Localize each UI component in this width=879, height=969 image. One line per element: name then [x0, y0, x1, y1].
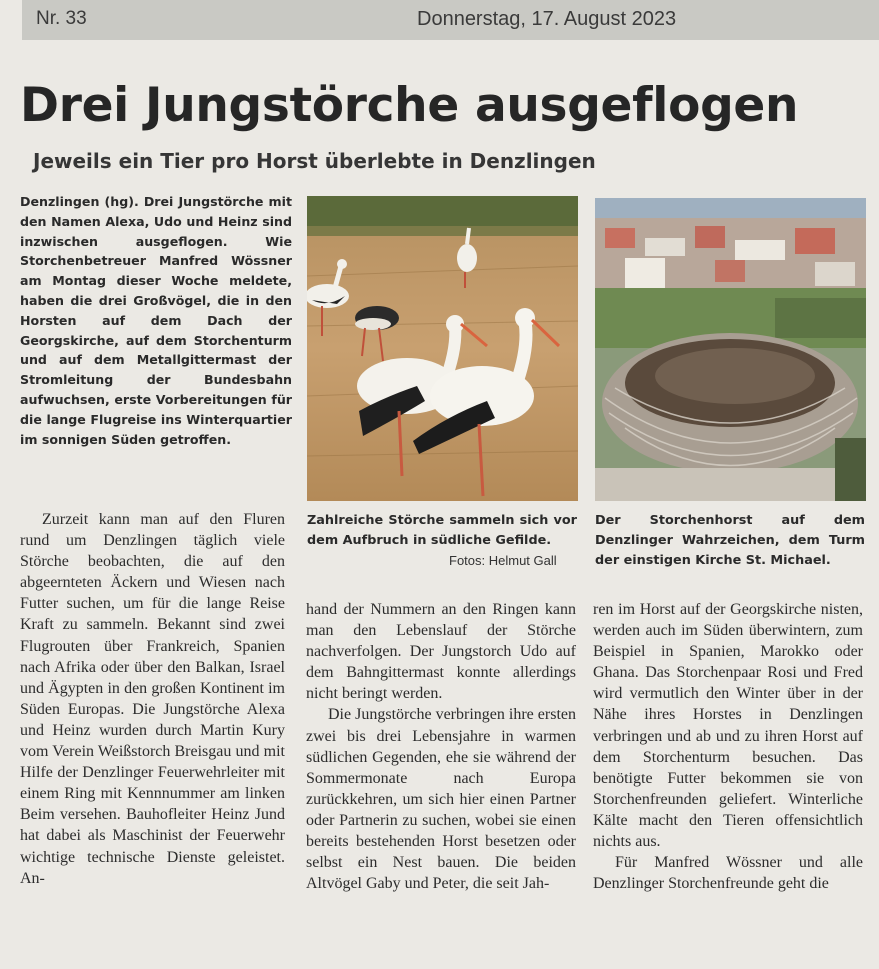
- issue-header-bar: [22, 0, 879, 40]
- photo-credit: Fotos: Helmut Gall: [449, 553, 557, 568]
- text-column-1: [20, 509, 285, 889]
- text-column-3: [593, 599, 863, 894]
- issue-number: Nr. 33: [36, 8, 87, 29]
- column-2-paragraph-1: hand der Nummern an den Ringen kann man den Lebenslauf der Störche nachverfolgen. Der Jungstorch Udo auf dem Bahngittermast konnte allerdings nicht beringt werden.: [306, 601, 576, 703]
- article-lead: Denzlingen (hg). Drei Jungstörche mit den Namen Alexa, Udo und Heinz sind inzwischen ausgeflogen. Wie Storchenbetreuer Manfred Wössner am Montag dieser Woche meldete, haben die drei Großvögel, die in den Horsten auf dem Dach der Georgskirche, auf dem Storchenturm und auf dem Metallgittermast der Stromleitung der Bundesbahn aufwuchsen, erste Vorbereitungen für die lange Flugreise ins Winterquartier im sonnigen Süden getroffen.: [20, 194, 292, 447]
- stork-nest-photo: [595, 198, 866, 501]
- issue-date: Donnerstag, 17. August 2023: [417, 8, 677, 30]
- nest-illustration: [595, 198, 866, 501]
- storks-illustration: [307, 196, 578, 501]
- column-3-paragraph-2: Für Manfred Wössner und alle Denzlinger Storchenfreunde geht die: [593, 854, 863, 893]
- storks-photo-caption: Zahlreiche Störche sammeln sich vor dem Aufbruch in südliche Gefilde.: [307, 513, 577, 548]
- article-subheadline: Jeweils ein Tier pro Horst überlebte in Denzlingen: [33, 149, 596, 173]
- nest-photo-caption: Der Storchenhorst auf dem Denzlinger Wahrzeichen, dem Turm der einstigen Kirche St. Michael.: [595, 513, 865, 568]
- column-3-paragraph-1: ren im Horst auf der Georgskirche nisten, werden auch im Süden überwintern, zum Beispiel in Spanien, Marokko oder Ghana. Das Storchenpaar Rosi und Fred wird vermutlich den Winter über in der Nähe ihres Horstes in Denzlingen verbringen und ab und zu ihren Horst auf dem Storchenturm besuchen. Das benötigte Futter bekommen sie von Storchenfreunden geliefert. Winterliche Kälte macht den Tieren offensichtlich nichts aus.: [593, 601, 863, 851]
- text-column-2: [306, 599, 576, 894]
- column-2-paragraph-2: Die Jungstörche verbringen ihre ersten zwei bis drei Lebensjahre in warmen südlichen Gegenden, ehe sie während der Sommermonate nach Europa zurückkehren, um sich hier einen Partner oder Partnerin zu suchen, wobei sie einen bereits bestehenden Horst besetzen oder selbst ein Nest bauen. Die beiden Altvögel Gaby und Peter, die seit Jah-: [306, 706, 576, 893]
- storks-field-photo: [307, 196, 578, 501]
- article-headline: Drei Jungstörche ausgeflogen: [20, 78, 799, 133]
- column-1-paragraph: Zurzeit kann man auf den Fluren rund um Denzlingen täglich viele Störche beobachten, die auf den abgeernteten Äckern und Wiesen nach Futter suchen, um für die lange Reise Kraft zu sammeln. Bekannt sind zwei Flugrouten über Frankreich, Spanien nach Afrika oder über den Balkan, Israel und Ägypten in den großen Kontinent im Süden Europas. Die Jungstörche Alexa und Heinz wurden durch Martin Kury vom Verein Weißstorch Breisgau und mit Hilfe der Denzlinger Feuerwehrleiter mit einem Ring mit Kennnummer am linken Beim versehen. Bauhofleiter Heinz Jund hat dabei als Maschinist der Feuerwehr wichtige technische Dienste geleistet. An-: [20, 511, 285, 887]
